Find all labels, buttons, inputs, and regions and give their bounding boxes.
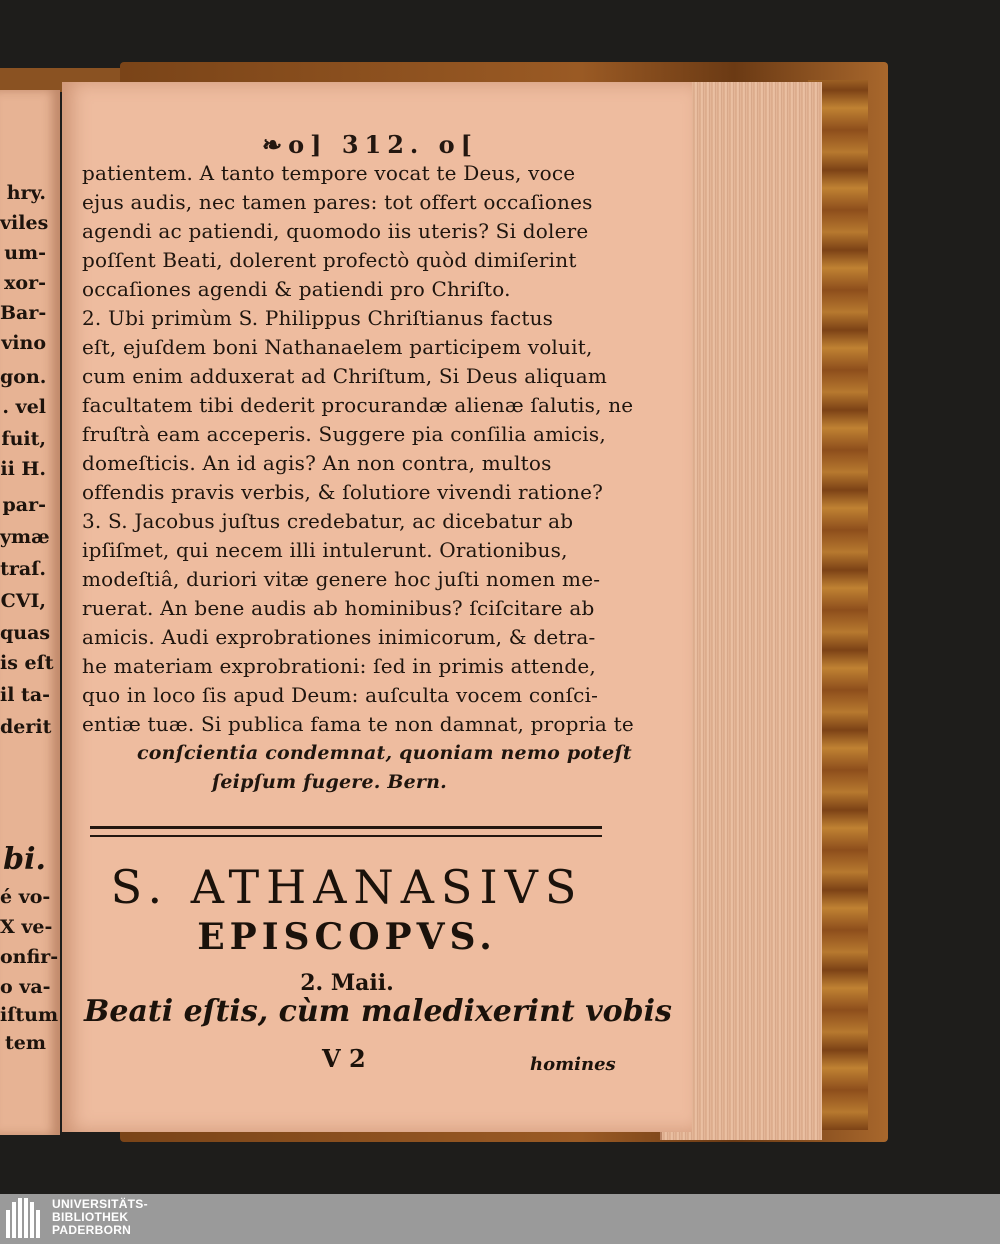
- text-line: facultatem tibi dederit procurandæ alienæ ſalutis, ne: [82, 393, 634, 417]
- left-page-line: ymæ: [0, 526, 50, 548]
- left-page-line: vino: [1, 332, 46, 354]
- library-name-line: BIBLIOTHEK: [52, 1210, 129, 1224]
- text-line: entiæ tuæ. Si publica fama te non damnat, propria te: [82, 712, 634, 736]
- left-page-line: xor-: [4, 272, 46, 294]
- text-line: eſt, ejuſdem boni Nathanaelem participem voluit,: [82, 335, 593, 359]
- text-line: occaſiones agendi & patiendi pro Chriſto.: [82, 277, 511, 301]
- epigraph: Beati eſtis, cùm maledixerint vobis: [84, 994, 672, 1029]
- left-page-line: é vo-: [0, 886, 51, 908]
- left-page-line: iſtum: [0, 1004, 59, 1026]
- left-page-line: hry.: [6, 182, 46, 204]
- feast-date: 2. Maii.: [300, 970, 394, 996]
- library-logo-icon: [6, 1198, 44, 1238]
- left-page-line: Bar-: [0, 302, 47, 324]
- left-page-line: fuit,: [1, 428, 46, 450]
- library-name-line: UNIVERSITÄTS-: [52, 1197, 148, 1211]
- text-line: poſſent Beati, dolerent profectò quòd dimiſerint: [82, 248, 577, 272]
- left-page-line: is eſt: [0, 652, 54, 674]
- text-line: modeſtiâ, duriori vitæ genere hoc juſti nomen me-: [82, 567, 601, 591]
- left-page-line: il ta-: [0, 684, 51, 706]
- left-page-line: onfir-: [0, 946, 59, 968]
- quote-line: conſcientia condemnat, quoniam nemo poteſt: [137, 742, 632, 764]
- left-page-line: par-: [2, 494, 46, 516]
- text-line: quo in loco ſis apud Deum: auſculta vocem conſci-: [82, 683, 599, 707]
- signature-mark: V 2: [322, 1044, 366, 1073]
- left-page-line: gon.: [0, 366, 47, 388]
- text-line: he materiam exprobrationi: ſed in primis attende,: [82, 654, 596, 678]
- text-line: cum enim adduxerat ad Chriſtum, Si Deus aliquam: [82, 364, 607, 388]
- page-header: ❧o] 312. o[: [262, 130, 478, 159]
- left-facing-page: [0, 90, 60, 1135]
- text-line: ruerat. An bene audis ab hominibus? ſciſcitare ab: [82, 596, 595, 620]
- left-page-line: X ve-: [0, 916, 53, 938]
- text-line: offendis pravis verbis, & ſolutiore vivendi ratione?: [82, 480, 604, 504]
- text-line: ejus audis, nec tamen pares: tot offert occaſiones: [82, 190, 593, 214]
- library-name-line: PADERBORN: [52, 1223, 132, 1237]
- ornamental-rule: [90, 826, 602, 837]
- saint-title: S. ATHANASIVS: [110, 860, 584, 914]
- text-line: agendi ac patiendi, quomodo iis uteris? Si dolere: [82, 219, 589, 243]
- left-page-line: um-: [4, 242, 46, 264]
- text-line: amicis. Audi exprobrationes inimicorum, & detra-: [82, 625, 596, 649]
- text-line: domeſticis. An id agis? An non contra, multos: [82, 451, 552, 475]
- text-line: ipſiſmet, qui necem illi intulerunt. Orationibus,: [82, 538, 568, 562]
- left-page-line: traſ.: [0, 558, 46, 580]
- library-name: [52, 1198, 148, 1237]
- left-page-line: ii H.: [0, 458, 46, 480]
- text-line: 2. Ubi primùm S. Philippus Chriſtianus factus: [82, 306, 554, 330]
- quote-line: ſeipſum fugere. Bern.: [212, 771, 447, 793]
- text-line: patientem. A tanto tempore vocat te Deus, voce: [82, 161, 576, 185]
- book-page-312: [62, 82, 692, 1132]
- saint-subtitle: EPISCOPVS.: [197, 916, 497, 958]
- text-line: fruſtrà eam acceperis. Suggere pia conſilia amicis,: [82, 422, 606, 446]
- text-line: 3. S. Jacobus juſtus credebatur, ac dicebatur ab: [82, 509, 574, 533]
- left-page-line: o va-: [0, 976, 51, 998]
- catchword: homines: [530, 1054, 616, 1075]
- left-page-line: CVI,: [0, 590, 46, 612]
- left-page-line: tem: [5, 1032, 46, 1054]
- left-page-line: derit: [0, 716, 52, 738]
- left-page-line: quas: [0, 622, 51, 644]
- left-page-line: . vel: [2, 396, 46, 418]
- library-footer-bar: [0, 1194, 1000, 1244]
- left-page-line: bi.: [3, 842, 46, 877]
- left-page-line: viles: [0, 212, 49, 234]
